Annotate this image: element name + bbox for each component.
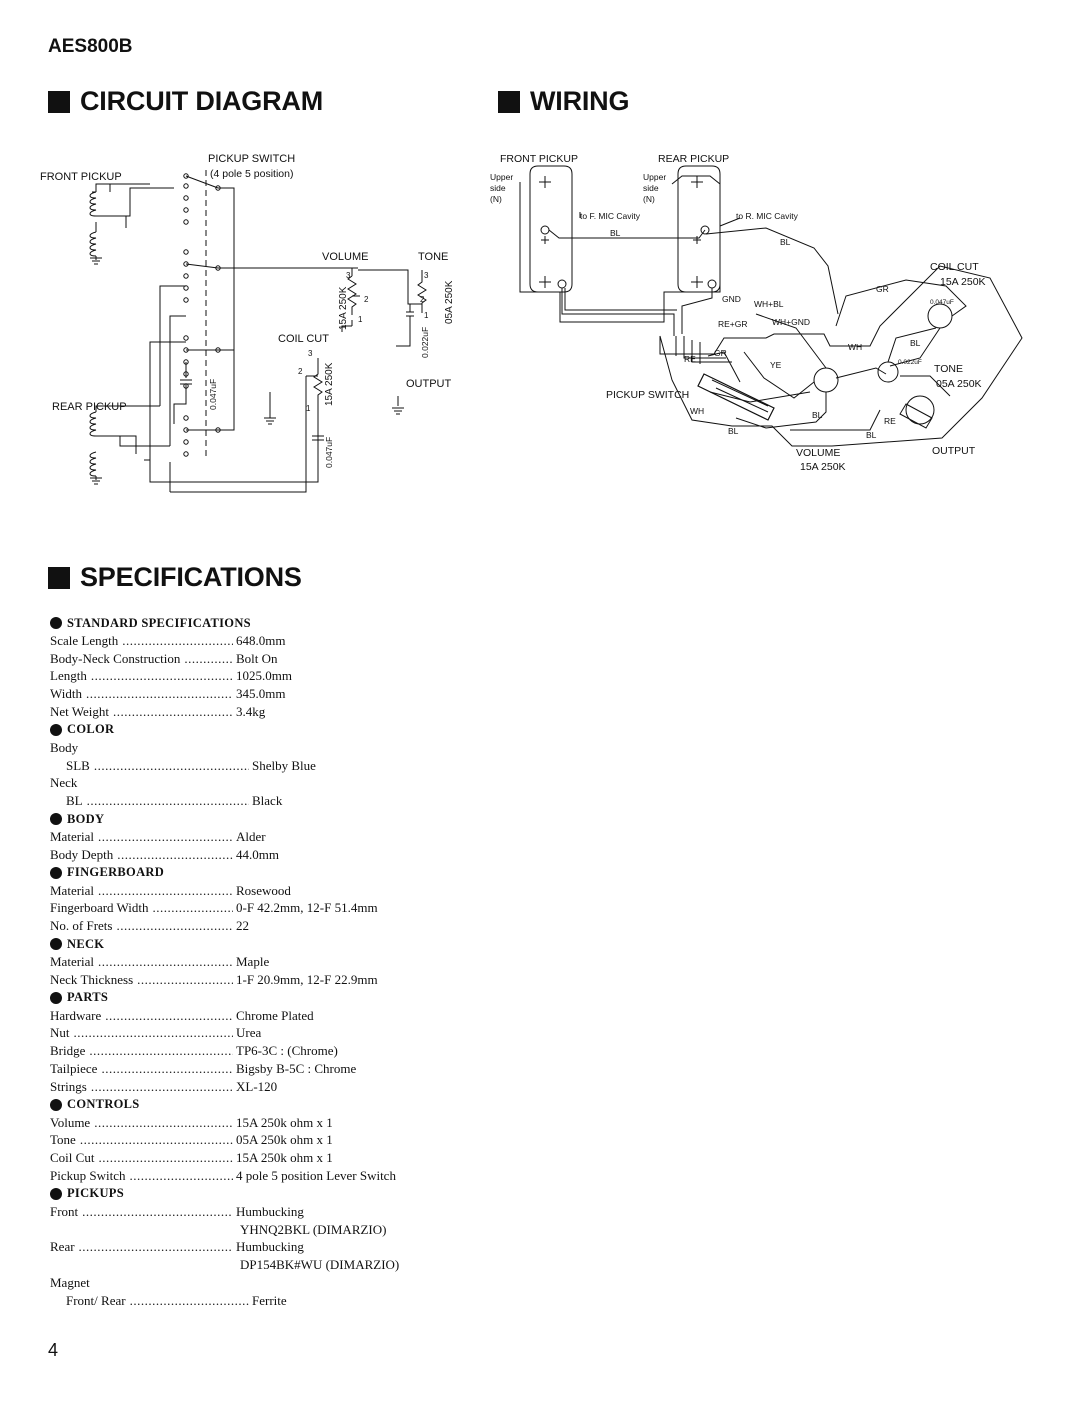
spec-group-heading [50, 1096, 610, 1114]
spec-row [50, 792, 610, 810]
spec-group-title: CONTROLS [67, 1097, 140, 1112]
spec-row [50, 685, 610, 703]
spec-group-title: NECK [67, 936, 105, 951]
spec-row [50, 650, 610, 668]
page-number: 4 [48, 1340, 59, 1360]
tone-terminal-3: 3 [424, 271, 429, 280]
dot-leader [105, 1008, 233, 1024]
wire-gr-2: GR [714, 348, 727, 358]
spec-label: Neck Thickness [50, 971, 134, 987]
wiring-diagram [0, 0, 1080, 520]
spec-label: Material [50, 829, 95, 845]
dot-leader [98, 829, 233, 845]
spec-value: 1-F 20.9mm, 12-F 22.9mm [236, 971, 378, 987]
spec-value: Humbucking [236, 1203, 304, 1219]
circuit-rear-pickup-label: REAR PICKUP [52, 401, 127, 413]
spec-group-title: STANDARD SPECIFICATIONS [67, 615, 251, 630]
spec-subheading: Body [50, 739, 79, 755]
spec-label: Scale Length [50, 632, 119, 648]
spec-row [50, 632, 610, 650]
wiring-volume-value: 15A 250K [800, 461, 846, 473]
spec-row [50, 1007, 610, 1025]
wiring-coil-cut-label: COIL CUT [930, 261, 979, 273]
wire-bl-5: BL [728, 426, 739, 436]
spec-value: Rosewood [236, 882, 291, 898]
dot-leader [74, 1025, 234, 1041]
spec-value: Maple [236, 954, 270, 970]
specifications-list [50, 614, 610, 1310]
coil-terminal-2: 2 [298, 367, 303, 376]
spec-row [50, 1167, 610, 1185]
section-square-icon [48, 567, 70, 589]
section-specifications [48, 562, 302, 593]
dot-leader [130, 1293, 249, 1309]
spec-group-title: COLOR [67, 722, 115, 737]
wire-bl-2: BL [780, 237, 791, 247]
spec-group-title: FINGERBOARD [67, 865, 165, 880]
volume-terminal-1: 1 [358, 315, 363, 324]
spec-label: Material [50, 882, 95, 898]
circuit-coil-cut-label: COIL CUT [278, 333, 329, 345]
spec-group-heading [50, 935, 610, 953]
dot-leader [129, 1168, 233, 1184]
wiring-output-label: OUTPUT [932, 445, 976, 457]
spec-value: 05A 250k ohm x 1 [236, 1132, 333, 1148]
wiring-cap-022: 0.022uF [898, 359, 922, 366]
dot-leader [101, 1061, 233, 1077]
spec-value: XL-120 [236, 1078, 278, 1094]
dot-leader [117, 847, 233, 863]
dot-leader [98, 883, 233, 899]
spec-value: 44.0mm [236, 846, 279, 862]
dot-leader [89, 1043, 233, 1059]
spec-row [50, 1274, 610, 1292]
spec-row [50, 1203, 610, 1221]
spec-value: 1025.0mm [236, 668, 292, 684]
bullet-icon [50, 1188, 62, 1200]
spec-label: Pickup Switch [50, 1168, 126, 1184]
wire-bl-1: BL [610, 228, 621, 238]
wire-re-gr: RE+GR [718, 319, 748, 329]
spec-value-continued: YHNQ2BKL (DIMARZIO) [240, 1221, 387, 1237]
model-name: AES800B [48, 36, 133, 57]
dot-leader [86, 686, 233, 702]
spec-group-heading [50, 1185, 610, 1203]
spec-label: SLB [66, 757, 90, 773]
spec-label: Strings [50, 1078, 87, 1094]
dot-leader [98, 1150, 233, 1166]
spec-label: BL [66, 793, 83, 809]
circuit-pickup-switch-label: PICKUP SWITCH [208, 153, 296, 165]
spec-value: Alder [236, 829, 266, 845]
wire-bl-6: BL [866, 430, 877, 440]
wiring-pickup-switch-label: PICKUP SWITCH [606, 389, 690, 401]
spec-label: Rear [50, 1239, 75, 1255]
wiring-coil-cut-value: 15A 250K [940, 276, 986, 288]
spec-label: Nut [50, 1025, 70, 1041]
spec-value: 648.0mm [236, 632, 286, 648]
spec-row [50, 1292, 610, 1310]
rear-upper-label: Upper [643, 172, 667, 182]
spec-row [50, 1114, 610, 1132]
volume-terminal-2: 2 [364, 295, 369, 304]
spec-label: Fingerboard Width [50, 900, 149, 916]
wire-wh-1: WH [848, 342, 863, 352]
dot-leader [82, 1204, 233, 1220]
spec-row [50, 953, 610, 971]
wire-bl-3: BL [910, 338, 921, 348]
spec-row [50, 971, 610, 989]
wiring-rear-pickup-label: REAR PICKUP [658, 153, 730, 165]
bullet-icon [50, 617, 62, 629]
wire-re-2: RE [884, 416, 896, 426]
spec-value: Black [252, 793, 283, 809]
spec-label: Coil Cut [50, 1150, 95, 1166]
tone-cap-value: 0.022uF [420, 326, 430, 358]
spec-value: 22 [236, 918, 249, 934]
wiring-front-pickup-label: FRONT PICKUP [500, 153, 578, 165]
circuit-pickup-switch-sub: (4 pole 5 position) [210, 168, 294, 180]
spec-row [50, 900, 610, 918]
spec-value-continued: DP154BK#WU (DIMARZIO) [240, 1257, 400, 1273]
spec-subheading: Magnet [50, 1275, 90, 1290]
spec-value: Urea [236, 1025, 262, 1041]
spec-label: Tone [50, 1132, 76, 1148]
dot-leader [94, 758, 249, 774]
spec-group-title: BODY [67, 811, 105, 826]
spec-label: Volume [50, 1114, 91, 1130]
bullet-icon [50, 1099, 62, 1111]
wire-gnd: GND [722, 294, 741, 304]
wiring-cap-047: 0.047uF [930, 299, 954, 306]
wiring-tone-value: 05A 250K [936, 378, 982, 390]
rear-n-label: (N) [643, 194, 655, 204]
wire-wh-gnd: WH+GND [772, 317, 811, 327]
spec-row [50, 668, 610, 686]
spec-value: Shelby Blue [252, 757, 316, 773]
volume-pot-value: 15A 250K [338, 286, 349, 330]
spec-group-heading [50, 864, 610, 882]
spec-label: Width [50, 686, 82, 702]
spec-value: TP6-3C : (Chrome) [236, 1043, 338, 1059]
dot-leader [94, 1115, 233, 1131]
spec-row [50, 828, 610, 846]
spec-row [50, 882, 610, 900]
spec-label: Body-Neck Construction [50, 650, 181, 666]
spec-group-heading [50, 989, 610, 1007]
wire-bl-4: BL [812, 410, 823, 420]
spec-label: Length [50, 668, 87, 684]
spec-value: 3.4kg [236, 704, 266, 720]
wiring-tone-label: TONE [934, 363, 963, 375]
spec-value: Chrome Plated [236, 1007, 314, 1023]
spec-value: 15A 250k ohm x 1 [236, 1150, 333, 1166]
spec-row [50, 775, 610, 793]
spec-row [50, 1221, 610, 1239]
spec-label: Front [50, 1203, 79, 1219]
spec-label: Front/ Rear [66, 1292, 126, 1308]
spec-row [50, 846, 610, 864]
circuit-output-label: OUTPUT [406, 378, 452, 390]
circuit-volume-label: VOLUME [322, 251, 369, 263]
spec-group-heading [50, 810, 610, 828]
spec-row [50, 1060, 610, 1078]
tone-terminal-2: 2 [420, 295, 425, 304]
wire-ye: YE [770, 360, 782, 370]
spec-row [50, 917, 610, 935]
coil-terminal-1: 1 [306, 404, 311, 413]
bullet-icon [50, 724, 62, 736]
spec-row [50, 1149, 610, 1167]
dot-leader [87, 793, 249, 809]
spec-value: 0-F 42.2mm, 12-F 51.4mm [236, 900, 378, 916]
spec-group-title: PICKUPS [67, 1186, 124, 1201]
spec-label: Tailpiece [50, 1061, 98, 1077]
spec-label: Net Weight [50, 704, 110, 720]
spec-row [50, 1025, 610, 1043]
dot-leader [113, 704, 233, 720]
spec-value: Ferrite [252, 1292, 287, 1308]
dot-leader [91, 668, 233, 684]
spec-value: 4 pole 5 position Lever Switch [236, 1168, 396, 1184]
dot-leader [184, 651, 233, 667]
coil-cap-value: 0.047uF [324, 436, 334, 468]
bullet-icon [50, 938, 62, 950]
to-f-mic-label: to F. MIC Cavity [580, 211, 640, 221]
front-side-label: side [490, 183, 506, 193]
front-upper-label: Upper [490, 172, 514, 182]
bullet-icon [50, 813, 62, 825]
spec-row [50, 1132, 610, 1150]
rear-side-label: side [643, 183, 659, 193]
section-title: SPECIFICATIONS [80, 562, 302, 592]
spec-value: 345.0mm [236, 686, 286, 702]
spec-row [50, 739, 610, 757]
dot-leader [116, 918, 233, 934]
wire-gr-1: GR [876, 284, 889, 294]
circuit-tone-label: TONE [418, 251, 449, 263]
spec-value: 15A 250k ohm x 1 [236, 1114, 333, 1130]
spec-row [50, 757, 610, 775]
wiring-volume-label: VOLUME [796, 447, 841, 459]
spec-label: Hardware [50, 1007, 102, 1023]
dot-leader [79, 1239, 233, 1255]
wire-re-1: RE [684, 354, 696, 364]
dot-leader [80, 1132, 233, 1148]
dot-leader [122, 633, 233, 649]
coil-terminal-3: 3 [308, 349, 313, 358]
wire-wh-bl: WH+BL [754, 299, 784, 309]
section-title: CIRCUIT DIAGRAM [80, 86, 323, 116]
spec-row [50, 1078, 610, 1096]
spec-value: Bigsby B-5C : Chrome [236, 1061, 357, 1077]
spec-label: Bridge [50, 1043, 86, 1059]
dot-leader [153, 900, 233, 916]
spec-label: No. of Frets [50, 918, 113, 934]
to-r-mic-label: to R. MIC Cavity [736, 211, 798, 221]
dot-leader [98, 954, 233, 970]
circuit-front-pickup-label: FRONT PICKUP [40, 171, 122, 183]
coil-pot-value: 15A 250K [324, 362, 335, 406]
spec-subheading: Neck [50, 775, 78, 791]
spec-label: Body Depth [50, 846, 114, 862]
tone-terminal-1: 1 [424, 311, 429, 320]
volume-terminal-3: 3 [346, 271, 351, 280]
spec-value: Humbucking [236, 1239, 304, 1255]
bullet-icon [50, 867, 62, 879]
spec-group-heading [50, 721, 610, 739]
spec-group-heading [50, 614, 610, 632]
bullet-icon [50, 992, 62, 1004]
spec-value: Bolt On [236, 650, 278, 666]
switch-cap-value: 0.047uF [208, 378, 218, 410]
spec-label: Material [50, 954, 95, 970]
spec-row [50, 1256, 610, 1274]
tone-pot-value: 05A 250K [444, 280, 455, 324]
wire-wh-2: WH [690, 406, 705, 416]
spec-row [50, 1042, 610, 1060]
dot-leader [137, 972, 233, 988]
section-title: WIRING [530, 86, 630, 116]
dot-leader [91, 1079, 233, 1095]
spec-row [50, 703, 610, 721]
spec-row [50, 1239, 610, 1257]
front-n-label: (N) [490, 194, 502, 204]
spec-group-title: PARTS [67, 990, 109, 1005]
